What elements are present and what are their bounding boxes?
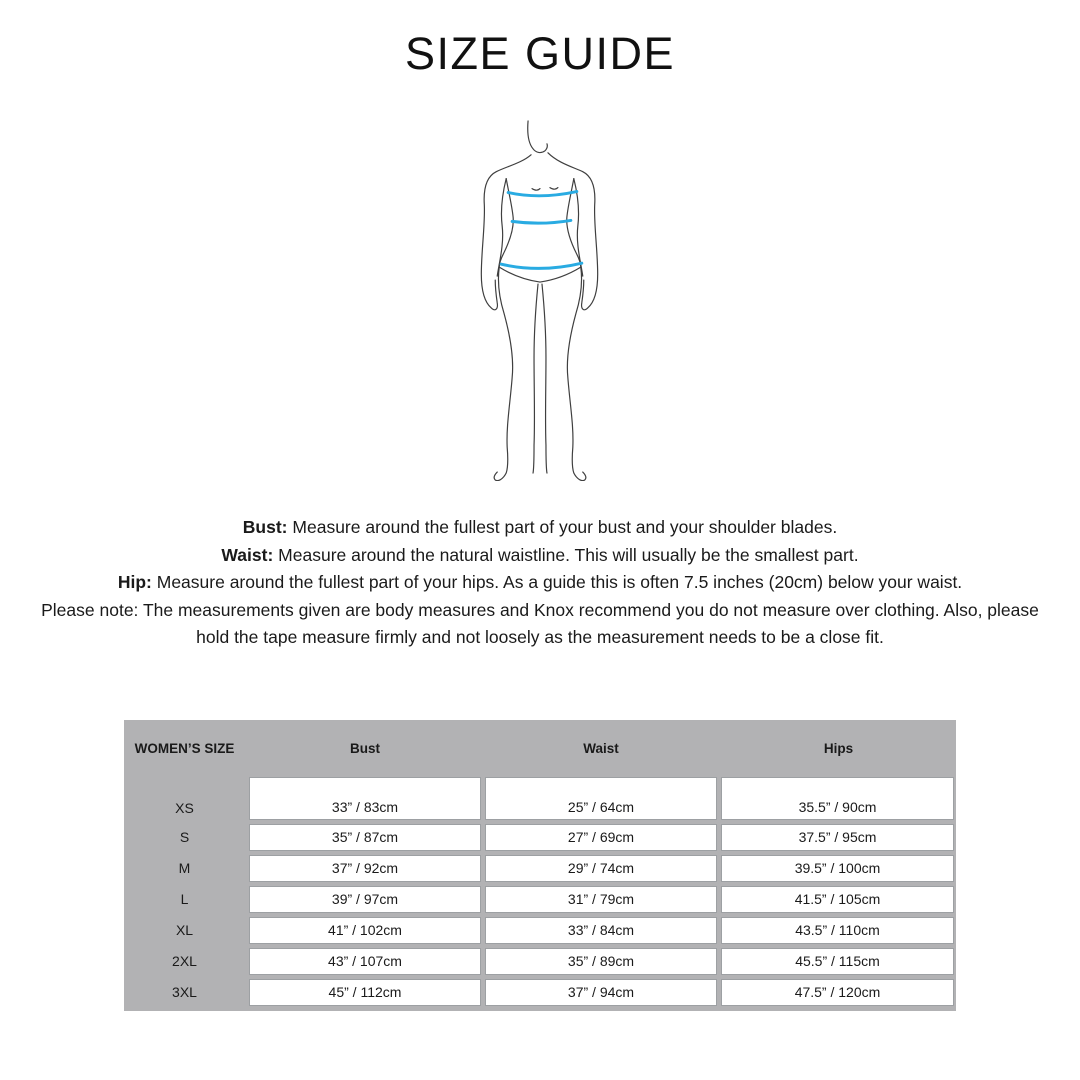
header-waist: Waist [583, 740, 619, 756]
waist-instruction-text: Measure around the natural waistline. This will usually be the smallest part. [278, 544, 859, 565]
row-xl-hips: 43.5” / 110cm [721, 917, 954, 944]
hip-measure-line [501, 263, 582, 268]
row-s-bust: 35” / 87cm [249, 824, 481, 851]
row-2xl-size: 2XL [172, 953, 197, 970]
body-measurement-figure [478, 113, 602, 481]
left-inner-arm-line [497, 179, 506, 276]
bust-measure-line [508, 192, 577, 196]
row-m-size: M [178, 860, 191, 877]
bust-instruction [35, 514, 1045, 542]
header-hips: Hips [823, 740, 854, 756]
hip-instruction-label: Hip: [117, 572, 152, 593]
left-inner-leg-line [533, 284, 538, 473]
measurement-instructions [35, 514, 1045, 652]
left-arm-line [481, 155, 531, 310]
header-womens-size: WOMEN’S SIZE [134, 740, 235, 756]
header-bust: Bust [350, 740, 380, 756]
row-xs-hips: 35.5” / 90cm [721, 777, 954, 820]
row-xs-bust: 33” / 83cm [249, 777, 481, 820]
row-l-bust: 39” / 97cm [249, 886, 481, 913]
row-m-waist: 29” / 74cm [485, 855, 717, 882]
row-xs-size: XS [175, 799, 194, 816]
row-3xl-waist: 37” / 94cm [485, 979, 717, 1006]
row-xl-waist: 33” / 84cm [485, 917, 717, 944]
row-l-size: L [180, 891, 189, 908]
row-2xl-bust: 43” / 107cm [249, 948, 481, 975]
row-xs-waist: 25” / 64cm [485, 777, 717, 820]
row-3xl-bust: 45” / 112cm [249, 979, 481, 1006]
waist-measure-line [512, 221, 571, 224]
neck-line [528, 121, 548, 153]
waist-instruction [35, 542, 1045, 570]
row-s-waist: 27” / 69cm [485, 824, 717, 851]
bust-detail-right [550, 188, 558, 189]
figure-outline [481, 121, 597, 481]
row-2xl-hips: 45.5” / 115cm [721, 948, 954, 975]
measurement-note: Please note: The measurements given are body measures and Knox recommend you do not measure over clothing. Also, please hold the tape measure firmly and not loosely as the measurement needs to be a close fit. [41, 599, 1039, 648]
row-3xl-hips: 47.5” / 120cm [721, 979, 954, 1006]
row-l-hips: 41.5” / 105cm [721, 886, 954, 913]
row-2xl-waist: 35” / 89cm [485, 948, 717, 975]
size-table-body [124, 777, 956, 1011]
row-s-hips: 37.5” / 95cm [721, 824, 954, 851]
row-m-bust: 37” / 92cm [249, 855, 481, 882]
row-3xl-size: 3XL [172, 984, 197, 1001]
measurement-lines [501, 192, 582, 269]
bust-detail-left [532, 189, 540, 190]
bust-instruction-label: Bust: [242, 517, 288, 538]
right-inner-leg-line [542, 284, 547, 473]
hip-instruction [35, 569, 1045, 597]
row-xl-bust: 41” / 102cm [249, 917, 481, 944]
right-leg-line [567, 267, 585, 480]
size-table-header [124, 720, 956, 777]
size-table [124, 720, 956, 1011]
row-l-waist: 31” / 79cm [485, 886, 717, 913]
waist-instruction-label: Waist: [221, 544, 274, 565]
row-m-hips: 39.5” / 100cm [721, 855, 954, 882]
bust-instruction-text: Measure around the fullest part of your bust and your shoulder blades. [292, 517, 838, 538]
row-xl-size: XL [175, 922, 194, 939]
page-title: SIZE GUIDE [404, 28, 676, 79]
hip-instruction-text: Measure around the fullest part of your hips. As a guide this is often 7.5 inches (20cm) below your waist. [156, 572, 963, 593]
row-s-size: S [179, 829, 190, 846]
right-arm-line [548, 153, 598, 310]
figure-svg [478, 113, 602, 481]
